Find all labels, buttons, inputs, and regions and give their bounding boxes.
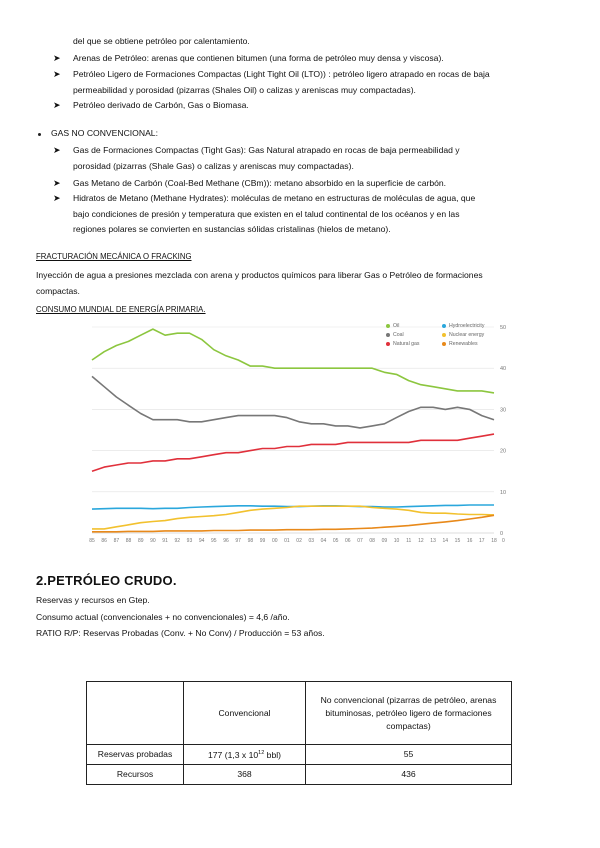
x-tick-label: 10 <box>393 538 400 544</box>
x-tick-label: 08 <box>369 538 375 544</box>
y-tick-label: 20 <box>500 448 507 455</box>
fracking-heading: FRACTURACIÓN MECÁNICA O FRACKING <box>36 252 192 261</box>
x-tick-label: 91 <box>162 538 168 544</box>
x-tick-label: 87 <box>113 538 120 544</box>
line-chart-svg <box>86 316 516 552</box>
legend-oil: Oil <box>393 323 400 329</box>
x-tick-label: 18 <box>491 538 497 544</box>
x-tick-label: 03 <box>308 538 315 544</box>
gas-cbm: Gas Metano de Carbón (Coal-Bed Methane (CBm)): metano absorbido en la superficie de carbón. <box>73 178 447 188</box>
y-tick-label: 30 <box>500 407 507 414</box>
gas-hydrates-cont1: bajo condiciones de presión y temperatura que existen en el talud continental de los océanos y en las <box>73 209 460 219</box>
legend-nuclear: Nuclear energy <box>449 332 485 338</box>
x-tick-label: 06 <box>345 538 351 544</box>
legend-coal: Coal <box>393 332 404 338</box>
table-cell-conv: 368 <box>184 765 306 785</box>
x-tick-label: 14 <box>442 538 449 544</box>
x-tick-label: 12 <box>418 538 424 544</box>
series-line-coal <box>92 376 494 428</box>
arrow-bullet-icon: ➤ <box>53 53 61 63</box>
table-cell-conv <box>184 745 306 765</box>
consumo-heading: CONSUMO MUNDIAL DE ENERGÍA PRIMARIA. <box>36 305 206 314</box>
section2-line3: RATIO R/P: Reservas Probadas (Conv. + No Conv) / Producción = 53 años. <box>36 628 325 638</box>
arrow-bullet-icon: ➤ <box>53 100 61 110</box>
table-cell-noconv: 436 <box>306 765 512 785</box>
x-tick-label: 95 <box>211 538 217 544</box>
x-tick-label: 85 <box>89 538 95 544</box>
x-tick-label: 92 <box>174 538 181 544</box>
x-tick-label: 16 <box>466 538 473 544</box>
legend-nuclear-dot <box>442 333 446 337</box>
arrow-bullet-icon: ➤ <box>53 178 61 188</box>
x-tick-label: 07 <box>357 538 363 544</box>
table-cell-noconv: 55 <box>306 745 512 765</box>
bullet-arenas: Arenas de Petróleo: arenas que contienen bitumen (una forma de petróleo muy densa y viscosa). <box>73 53 444 63</box>
y-tick-label: 0 <box>500 531 504 537</box>
legend-gas: Natural gas <box>393 341 420 347</box>
table-row <box>87 745 512 765</box>
x-tick-label: 15 <box>454 538 461 544</box>
gas-tight-cont: porosidad (pizarras (Shale Gas) o calizas y areniscas muy compactadas). <box>73 161 354 171</box>
x-tick-label: 02 <box>296 538 302 544</box>
x-tick-label: 90 <box>150 538 156 544</box>
x-tick-label: 88 <box>125 538 132 544</box>
y-tick-label: 10 <box>500 489 507 496</box>
gas-heading: GAS NO CONVENCIONAL: <box>51 128 158 138</box>
legend-gas-dot <box>386 342 390 346</box>
legend-oil-dot <box>386 324 390 328</box>
section2-line2: Consumo actual (convencionales + no convencionales) = 4,6 /año. <box>36 612 290 622</box>
table-header-empty <box>87 682 184 745</box>
arrow-bullet-icon: ➤ <box>53 193 61 203</box>
x-tick-label: 09 <box>381 538 388 544</box>
legend-coal-dot <box>386 333 390 337</box>
x-tick-label: 96 <box>223 538 229 544</box>
x-tick-label: 94 <box>198 538 205 544</box>
legend-renew: Renewables <box>449 341 478 347</box>
bullet-lto-cont: permeabilidad y porosidad (pizarras (Shales Oil) o calizas y areniscas muy compactadas). <box>73 85 416 95</box>
series-line-natural-gas <box>92 434 494 471</box>
section2-line1: Reservas y recursos en Gtep. <box>36 595 150 605</box>
x-tick-label: 17 <box>479 538 485 544</box>
intro-line: del que se obtiene petróleo por calentamiento. <box>73 36 250 46</box>
fracking-text: Inyección de agua a presiones mezclada con arena y productos químicos para liberar Gas o Petróleo de formaciones <box>36 270 483 280</box>
x-tick-label: 89 <box>137 538 144 544</box>
reserves-table <box>86 681 512 785</box>
table-header-noconv: No convencional (pizarras de petróleo, arenas bituminosas, petróleo ligero de formaciones compactas) <box>306 682 512 745</box>
x-tick-label: 86 <box>101 538 107 544</box>
x-tick-label: 05 <box>332 538 339 544</box>
table-header-conv: Convencional <box>184 682 306 745</box>
legend-hydro-dot <box>442 324 446 328</box>
y-tick-label: 50 <box>500 325 507 331</box>
arrow-bullet-icon: ➤ <box>53 69 61 79</box>
x-tick-label: 11 <box>406 538 412 544</box>
y-tick-label: 40 <box>500 366 507 373</box>
energy-consumption-chart <box>86 316 516 552</box>
x-tick-label: 98 <box>247 538 254 544</box>
gas-hydrates-cont2: regiones polares se convierten en sustancias sólidas cristalinas (hielos de metano). <box>73 224 391 234</box>
legend-hydro: Hydroelectricity <box>449 323 485 329</box>
legend-renew-dot <box>442 342 446 346</box>
table-cell-conv-exp: 12 <box>258 750 265 757</box>
x-axis-zero-label: 0 <box>502 538 505 544</box>
x-tick-label: 97 <box>235 538 241 544</box>
x-tick-label: 13 <box>430 538 436 544</box>
table-cell-label: Reservas probadas <box>87 745 184 765</box>
table-cell-conv-main: 177 (1,3 x 10 <box>207 749 259 760</box>
bullet-dot-icon <box>38 133 41 136</box>
gas-hydrates: Hidratos de Metano (Methane Hydrates): moléculas de metano en estructuras de moléculas de agua, que <box>73 193 476 203</box>
table-cell-conv-tail: bbl) <box>264 749 281 760</box>
series-line-oil <box>92 329 494 393</box>
table-header-row <box>87 682 512 745</box>
series-line-nuclear-energy <box>92 506 494 529</box>
series-line-renewables <box>92 515 494 532</box>
x-tick-label: 99 <box>259 538 266 544</box>
x-tick-label: 93 <box>186 538 193 544</box>
bullet-carbon: Petróleo derivado de Carbón, Gas o Biomasa. <box>73 100 249 110</box>
section2-title: 2.PETRÓLEO CRUDO. <box>36 573 177 588</box>
x-tick-label: 01 <box>284 538 290 544</box>
x-tick-label: 00 <box>271 538 278 544</box>
fracking-text-cont: compactas. <box>36 286 80 296</box>
gas-tight: Gas de Formaciones Compactas (Tight Gas): Gas Natural atrapado en rocas de baja permeabilidad y <box>73 145 460 155</box>
x-tick-label: 04 <box>320 538 327 544</box>
table-row <box>87 765 512 785</box>
arrow-bullet-icon: ➤ <box>53 145 61 155</box>
bullet-lto: Petróleo Ligero de Formaciones Compactas (Light Tight Oil (LTO)) : petróleo ligero atrapado en rocas de baja <box>73 69 490 79</box>
table-cell-label: Recursos <box>87 765 184 785</box>
